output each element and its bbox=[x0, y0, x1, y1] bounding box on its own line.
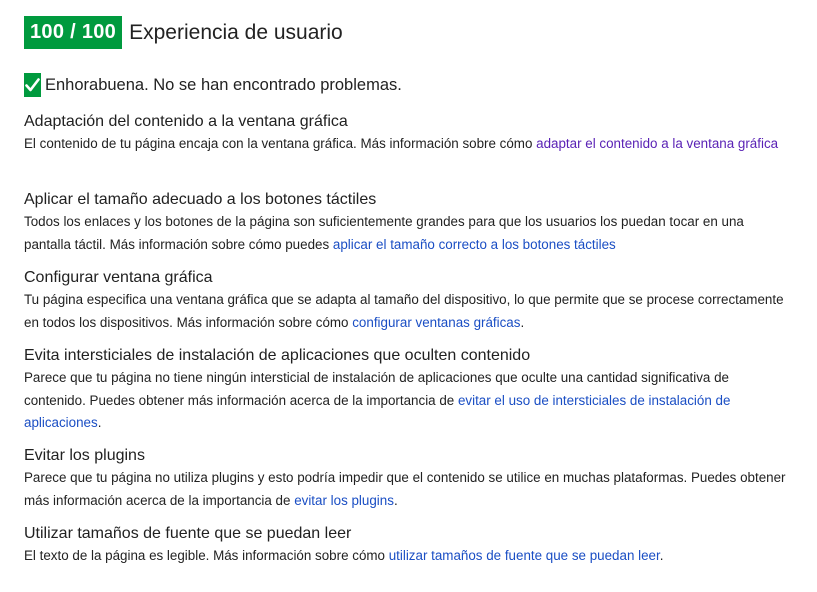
rule-title: Utilizar tamaños de fuente que se puedan leer bbox=[24, 525, 352, 542]
success-text: Enhorabuena. No se han encontrado problemas. bbox=[45, 75, 402, 94]
rule-link[interactable]: adaptar el contenido a la ventana gráfica bbox=[536, 136, 779, 151]
rule-text-end: . bbox=[97, 415, 102, 430]
rule-content-viewport bbox=[24, 111, 794, 156]
rule-title: Evita intersticiales de instalación de aplicaciones que oculten contenido bbox=[24, 347, 531, 364]
rule-text-end: . bbox=[393, 492, 398, 508]
rule-text-end: . bbox=[520, 314, 525, 330]
success-message bbox=[24, 73, 402, 97]
rule-description bbox=[24, 133, 794, 156]
section-title: Experiencia de usuario bbox=[129, 21, 343, 44]
rule-text: El texto de la página es legible. Más información sobre cómo bbox=[24, 548, 389, 563]
rule-text: El contenido de tu página encaja con la ventana gráfica. Más información sobre cómo bbox=[24, 136, 537, 151]
rule-text-end: . bbox=[659, 548, 664, 563]
score-badge: 100 / 100 bbox=[24, 16, 122, 49]
rule-description bbox=[24, 289, 794, 334]
rule-app-interstitials bbox=[24, 345, 794, 435]
rule-text: Todos los enlaces y los botones de la página son suficientemente grandes para que los usuarios los puedan tocar en una pantalla táctil. Más información sobre cómo puedes bbox=[24, 214, 744, 252]
rule-legible-font-sizes bbox=[24, 523, 794, 568]
rule-text: Tu página especifica una ventana gráfica que se adapta al tamaño del dispositivo, lo que permite que se procese correctamente en todos los dispositivos. Más información sobre cómo bbox=[24, 292, 784, 330]
rule-link[interactable]: evitar los plugins bbox=[294, 492, 394, 508]
rule-link[interactable]: aplicar el tamaño correcto a los botones táctiles bbox=[332, 236, 616, 252]
rule-description bbox=[24, 545, 794, 568]
checkmark-icon bbox=[24, 73, 41, 97]
rule-configure-viewport bbox=[24, 267, 794, 334]
rule-description bbox=[24, 211, 794, 256]
rule-text: Parece que tu página no tiene ningún intersticial de instalación de aplicaciones que oculte una cantidad significativa de contenido. Puedes obtener más información acerca de la importancia de bbox=[24, 370, 729, 408]
rule-description bbox=[24, 367, 794, 435]
rule-description bbox=[24, 467, 794, 512]
rule-title: Evitar los plugins bbox=[24, 447, 145, 464]
rule-tap-targets bbox=[24, 189, 794, 256]
rule-avoid-plugins bbox=[24, 445, 794, 512]
rule-title: Aplicar el tamaño adecuado a los botones táctiles bbox=[24, 191, 377, 208]
report-header bbox=[24, 16, 343, 49]
rule-text: Parece que tu página no utiliza plugins y esto podría impedir que el contenido se utilice en muchas plataformas. Puedes obtener más información acerca de la importancia de bbox=[24, 470, 786, 508]
rule-title: Adaptación del contenido a la ventana gráfica bbox=[24, 113, 348, 130]
rule-link[interactable]: utilizar tamaños de fuente que se puedan leer bbox=[388, 548, 660, 563]
rule-link[interactable]: evitar el uso de intersticiales de instalación de aplicaciones bbox=[24, 392, 731, 430]
rule-link[interactable]: configurar ventanas gráficas bbox=[352, 314, 521, 330]
rule-title: Configurar ventana gráfica bbox=[24, 269, 213, 286]
